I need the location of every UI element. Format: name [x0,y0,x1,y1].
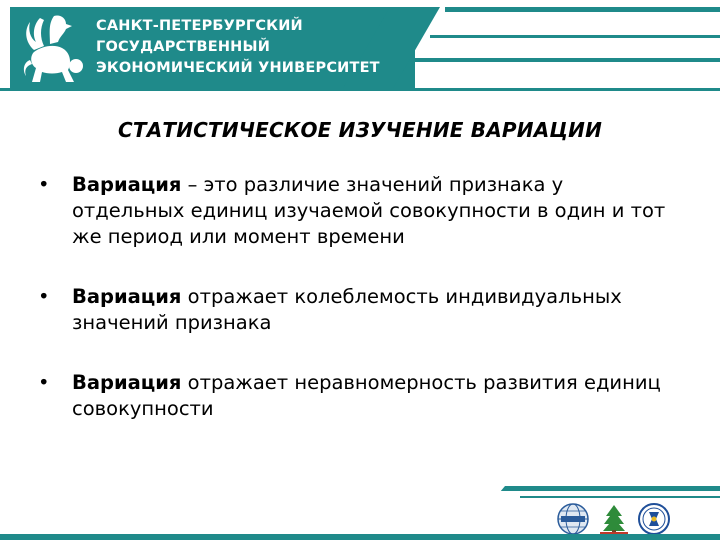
bullet-item [38,370,678,422]
bullet-text: – это различие значений признака у отдельных единиц изучаемой совокупности в один и тот же период или момент времени [72,173,666,248]
slide-title: СТАТИСТИЧЕСКОЕ ИЗУЧЕНИЕ ВАРИАЦИИ [117,118,603,142]
footer-stripe-bottom [0,534,720,540]
bullet-text: отражает неравномерность развития единиц совокупности [72,371,661,420]
seal-emblem-icon [636,502,672,536]
bullet-dot-icon: • [38,173,50,196]
tree-emblem-icon [596,502,632,536]
bullet-item [38,284,678,336]
university-name-line-1: САНКТ-ПЕТЕРБУРГСКИЙ [96,18,303,34]
globe-emblem-icon [555,502,591,536]
bullet-term: Вариация [72,285,182,308]
bullet-dot-icon: • [38,371,50,394]
header-stripe-top [445,7,720,12]
header-stripe-middle [430,35,720,38]
header-stripe-bottom [0,88,720,91]
bullet-term: Вариация [72,371,182,394]
bullet-text: отражает колеблемость индивидуальных значений признака [72,285,622,334]
footer-stripe-thin [520,496,720,498]
footer-stripe-top [540,486,720,491]
bullet-list [38,172,678,422]
bullet-term: Вариация [72,173,182,196]
bullet-item [38,172,678,250]
university-name-line-3: ЭКОНОМИЧЕСКИЙ УНИВЕРСИТЕТ [96,60,380,76]
university-name [96,16,380,79]
header-band [0,0,720,90]
header-stripe-low [410,58,720,62]
university-name-line-2: ГОСУДАРСТВЕННЫЙ [96,39,271,55]
bullet-dot-icon: • [38,285,50,308]
griffin-icon [20,12,90,86]
